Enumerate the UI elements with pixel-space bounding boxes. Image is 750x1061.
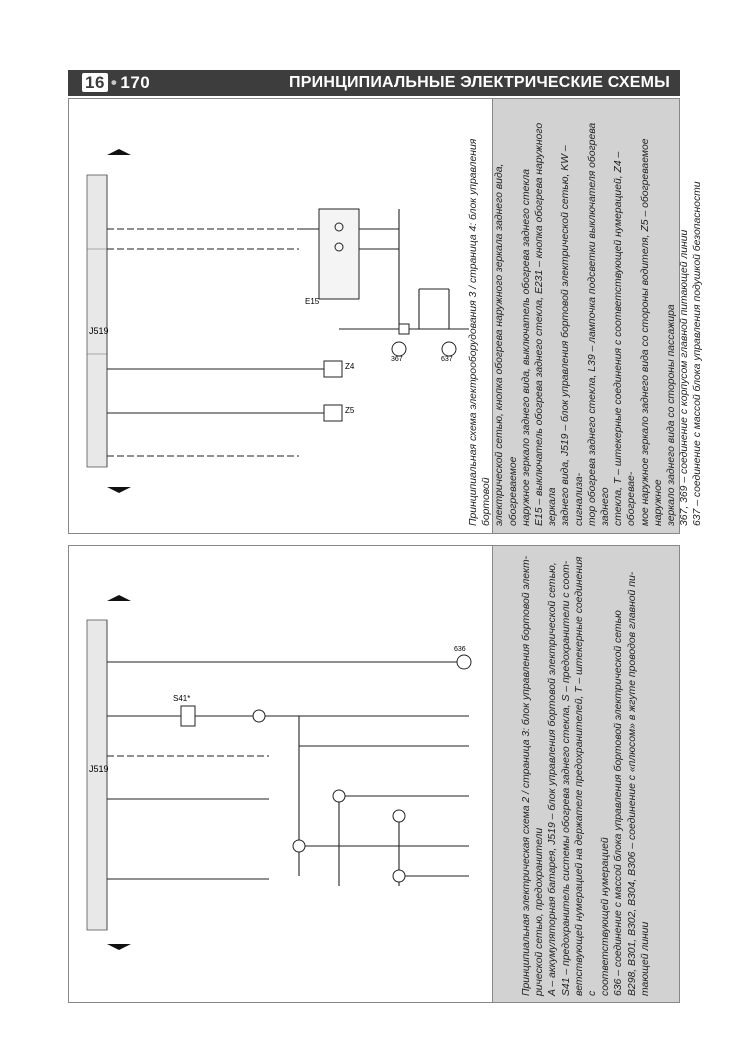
- bottom-diagram-panel: [68, 545, 680, 1003]
- node-b301: [253, 710, 265, 722]
- node-b302: [393, 810, 405, 822]
- top-caption: [468, 99, 704, 533]
- caption-line: рической сетью, предохранители: [534, 827, 546, 996]
- caption-line: наружное зеркало заднего вида, выключатель обогрева заднего стекла: [520, 169, 532, 526]
- bottom-unit-block: [87, 620, 107, 930]
- ground-node: [442, 342, 456, 356]
- top-diagram-panel: [68, 98, 704, 534]
- caption-line: мое наружное зеркало заднего вида со стороны водителя, Z5 – обогреваемое наружное: [639, 138, 665, 526]
- top-schematic: [69, 99, 495, 533]
- fuse-label: S41*: [173, 694, 191, 703]
- switch-label: E15: [305, 297, 320, 306]
- caption-line: A – аккумуляторная батарея, J519 – блок управления бортовой электрической сетью,: [547, 562, 559, 996]
- caption-line: стекла, T – штекерные соединения с соответствующей нумерацией, Z4 – обогревае-: [613, 151, 638, 526]
- ground-node: [392, 342, 406, 356]
- caption-line: Принципиальная схема электрооборудования 3 / страница 4: блок управления бортовой: [468, 138, 493, 526]
- page-number: [82, 73, 150, 93]
- caption-line: 637 – соединение с массой блока управления подушкой безопасности: [692, 181, 704, 526]
- caption-line: 367, 369 – соединение с корпусом главной питающей линии: [679, 229, 691, 526]
- caption-line: электрической сетью, кнопка обогрева наружного зеркала заднего вида, обогреваемое: [494, 163, 519, 526]
- mirror-heater-z5: [324, 405, 342, 421]
- ground-node: [457, 655, 471, 669]
- ground-a-label: 367: [391, 356, 403, 363]
- arrow-down-icon: [107, 487, 131, 493]
- arrow-up-icon: [107, 149, 131, 155]
- ground-b-label: 637: [441, 356, 453, 363]
- bottom-caption: [492, 546, 679, 1002]
- arrow-down-icon: [107, 944, 131, 950]
- page-number-value: 170: [120, 73, 151, 92]
- caption-line: Принципиальная электрическая схема 2 / страница 3: блок управления бортовой элект-: [520, 555, 532, 996]
- arrow-up-icon: [107, 595, 131, 601]
- mirror-a-label: Z4: [345, 362, 355, 371]
- caption-line: B298, B301, B302, B304, B306 – соединение с «плюсом» в жгуте проводов главной пи-: [626, 571, 638, 996]
- caption-line: S41 – предохранитель системы обогрева заднего стекла, S – предохранители с соот-: [560, 560, 572, 996]
- caption-line: соответствующей нумерацией: [600, 837, 612, 996]
- page-number-prefix: 16: [82, 73, 108, 92]
- bottom-caption-text: [520, 552, 652, 996]
- bottom-schematic: [69, 546, 495, 1002]
- caption-line: тающей линии: [639, 921, 651, 996]
- caption-line: ветствующей нумерацией на держателе предохранителей, T – штекерные соединения с: [573, 556, 598, 996]
- ground-label: 636: [454, 646, 466, 653]
- node-b298: [393, 870, 405, 882]
- mirror-b-label: Z5: [345, 406, 355, 415]
- fuse-s41: [181, 706, 195, 726]
- unit-label: J519: [89, 764, 109, 774]
- ground-box: [399, 324, 409, 334]
- page-header: [68, 70, 680, 96]
- page-number-separator: •: [110, 73, 118, 92]
- top-unit-block: [87, 175, 107, 467]
- caption-line: заднего вида, J519 – блок управления бортовой электрической сетью, KW – сигнализа-: [560, 145, 585, 526]
- caption-line: 636 – соединение с массой блока управления бортовой электрической сетью: [613, 610, 625, 996]
- node-b304: [333, 790, 345, 802]
- unit-label: J519: [89, 326, 109, 336]
- node-b306: [293, 840, 305, 852]
- caption-line: E15 – выключатель обогрева заднего стекла, E231 – кнопка обогрева наружного зеркала: [534, 122, 559, 526]
- page-title: ПРИНЦИПИАЛЬНЫЕ ЭЛЕКТРИЧЕСКИЕ СХЕМЫ: [289, 74, 670, 91]
- caption-line: зеркало заднего вида со стороны пассажира: [666, 304, 678, 526]
- top-caption-text: [467, 106, 705, 526]
- caption-line: тор обогрева заднего стекла, L39 – лампочка подсветки выключателя обогрева заднего: [587, 122, 612, 526]
- mirror-heater-z4: [324, 361, 342, 377]
